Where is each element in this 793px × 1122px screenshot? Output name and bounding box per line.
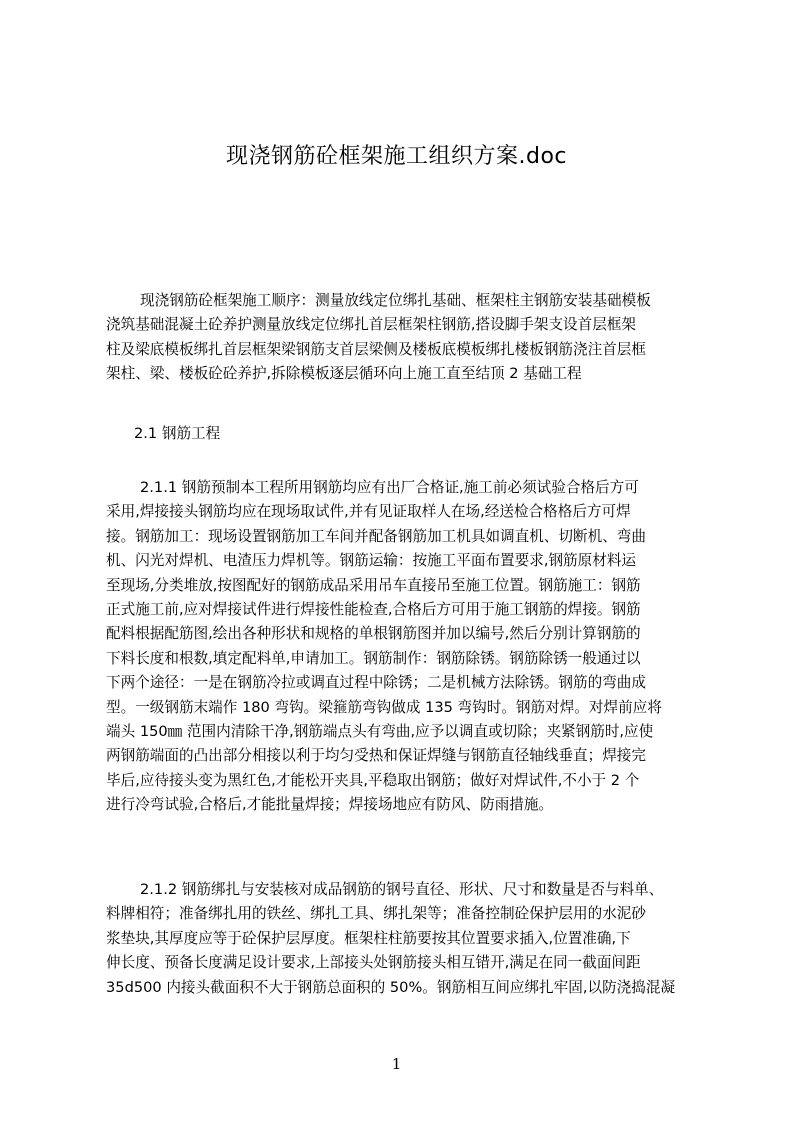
paragraph-line: 伸长度、预备长度满足设计要求,上部接头处钢筋接头相互错开,满足在同一截面间距 [106, 954, 641, 972]
section-2-1-2-paragraph [106, 878, 698, 1000]
intro-line: 浇筑基础混凝土砼养护测量放线定位绑扎首层框架柱钢筋,搭设脚手架支设首层框架 [106, 316, 637, 334]
intro-paragraph [106, 289, 698, 387]
paragraph-line: 两钢筋端面的凸出部分相接以利于均匀受热和保证焊缝与钢筋直径轴线垂直；焊接完 [106, 747, 646, 765]
intro-line: 现浇钢筋砼框架施工顺序：测量放线定位绑扎基础、框架柱主钢筋安装基础模板 [140, 292, 651, 309]
paragraph-line: 2.1.1 钢筋预制本工程所用钢筋均应有出厂合格证,施工前必须试验合格后方可 [140, 479, 639, 496]
paragraph-line: 端头 150㎜ 范围内清除干净,钢筋端点头有弯曲,应予以调直或切除；夹紧钢筋时,应使 [106, 723, 654, 741]
paragraph-line: 2.1.2 钢筋绑扎与安装核对成品钢筋的钢号直径、形状、尺寸和数量是否与料单、 [140, 881, 664, 898]
paragraph-line: 料牌相符；准备绑扎用的铁丝、绑扎工具、绑扎架等；准备控制砼保护层用的水泥砂 [106, 905, 646, 923]
paragraph-line: 机、闪光对焊机、电渣压力焊机等。钢筋运输：按施工平面布置要求,钢筋原材料运 [106, 552, 637, 570]
paragraph-line: 接。钢筋加工：现场设置钢筋加工车间并配备钢筋加工机具如调直机、切断机、弯曲 [106, 527, 646, 545]
section-heading: 2.1 钢筋工程 [134, 425, 221, 442]
paragraph-line: 正式施工前,应对焊接试件进行焊接性能检查,合格后方可用于施工钢筋的焊接。钢筋 [106, 601, 641, 619]
paragraph-line: 配料根据配筋图,绘出各种形状和规格的单根钢筋图并加以编号,然后分别计算钢筋的 [106, 625, 641, 643]
section-2-1-1-paragraph [106, 476, 698, 818]
intro-line: 柱及梁底模板绑扎首层框架梁钢筋支首层梁侧及楼板底模板绑扎楼板钢筋浇注首层框 [106, 340, 646, 358]
paragraph-line: 采用,焊接接头钢筋均应在现场取试件,并有见证取样人在场,经送检合格格后方可焊 [106, 503, 631, 521]
paragraph-line: 浆垫块,其厚度应等于砼保护层厚度。框架柱柱筋要按其位置要求插入,位置准确,下 [106, 929, 631, 947]
paragraph-line: 型。一级钢筋末端作 180 弯钩。梁箍筋弯钩做成 135 弯钩时。钢筋对焊。对焊前应将 [106, 698, 662, 716]
paragraph-line: 下料长度和根数,填定配料单,申请加工。钢筋制作：钢筋除锈。钢筋除锈一般通过以 [106, 649, 641, 667]
paragraph-line: 下两个途径：一是在钢筋冷拉或调直过程中除锈；二是机械方法除锈。钢筋的弯曲成 [106, 674, 646, 692]
paragraph-line: 35d500 内接头截面积不大于钢筋总面积的 50%。钢筋相互间应绑扎牢固,以防浇捣混凝 [106, 978, 676, 996]
paragraph-line: 进行冷弯试验,合格后,才能批量焊接；焊接场地应有防风、防雨措施。 [106, 796, 554, 814]
paragraph-line: 毕后,应待接头变为黑红色,才能松开夹具,平稳取出钢筋；做好对焊试件,不小于 2 个 [106, 771, 640, 789]
intro-line: 架柱、梁、楼板砼砼养护,拆除模板逐层循环向上施工直至结顶 2 基础工程 [106, 365, 582, 383]
document-title: 现浇钢筋砼框架施工组织方案.doc [225, 144, 567, 169]
page-number: 1 [391, 1055, 402, 1073]
paragraph-line: 至现场,分类堆放,按图配好的钢筋成品采用吊车直接吊至施工位置。钢筋施工：钢筋 [106, 576, 641, 594]
